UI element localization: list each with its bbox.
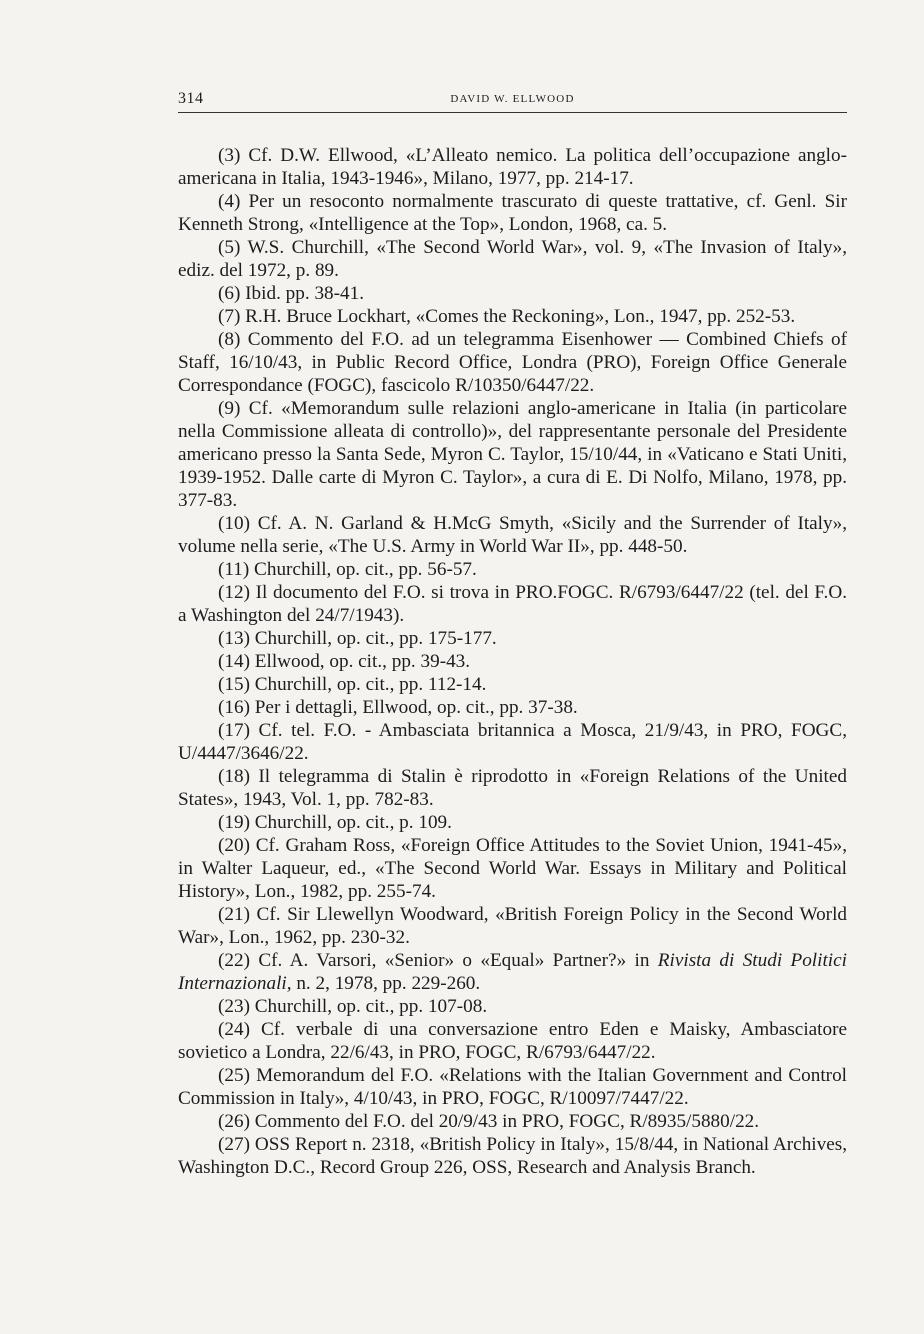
footnote: (16) Per i dettagli, Ellwood, op. cit., pp. 37-38. bbox=[218, 697, 578, 718]
page-header bbox=[178, 90, 847, 113]
footnote: (15) Churchill, op. cit., pp. 112-14. bbox=[218, 674, 487, 695]
footnote: (7) R.H. Bruce Lockhart, «Comes the Reckoning», Lon., 1947, pp. 252-53. bbox=[218, 306, 796, 327]
footnote: (4) Per un resoconto normalmente trascurato di queste trattative, cf. Genl. Sir Kenneth Strong, «Intelligence at the Top», London, 1968, ca. 5. bbox=[178, 191, 847, 235]
footnote: (8) Commento del F.O. ad un telegramma Eisenhower — Combined Chiefs of Staff, 16/10/43, in Public Record Office, Londra (PRO), Foreign Office Generale Correspondance (FOGC), fascicolo R/10350/6447/22. bbox=[178, 329, 847, 396]
footnote: (20) Cf. Graham Ross, «Foreign Office Attitudes to the Soviet Union, 1941-45», in Walter Laqueur, ed., «The Second World War. Essays in Military and Political History», Lon., 1982, pp. 255-74. bbox=[178, 835, 847, 902]
footnote: (6) Ibid. pp. 38-41. bbox=[218, 283, 365, 304]
footnotes-list bbox=[178, 144, 847, 1179]
footnote: (25) Memorandum del F.O. «Relations with the Italian Government and Control Commission in Italy», 4/10/43, in PRO, FOGC, R/10097/7447/22. bbox=[178, 1065, 847, 1109]
footnote: (19) Churchill, op. cit., p. 109. bbox=[218, 812, 452, 833]
footnote: (3) Cf. D.W. Ellwood, «L’Alleato nemico. La politica dell’occupazione anglo-americana in Italia, 1943-1946», Milano, 1977, pp. 214-17. bbox=[178, 145, 847, 189]
footnote: (24) Cf. verbale di una conversazione entro Eden e Maisky, Ambasciatore sovietico a Londra, 22/6/43, in PRO, FOGC, R/6793/6447/22. bbox=[178, 1019, 847, 1063]
footnote: (5) W.S. Churchill, «The Second World War», vol. 9, «The Invasion of Italy», ediz. del 1972, p. 89. bbox=[178, 237, 847, 281]
footnote: (17) Cf. tel. F.O. - Ambasciata britannica a Mosca, 21/9/43, in PRO, FOGC, U/4447/3646/22. bbox=[178, 720, 847, 764]
footnote: (22) Cf. A. Varsori, «Senior» o «Equal» Partner?» in Rivista di Studi Politici Internazionali, n. 2, 1978, pp. 229-260. bbox=[178, 950, 847, 994]
footnote: (11) Churchill, op. cit., pp. 56-57. bbox=[218, 559, 477, 580]
footnote: (18) Il telegramma di Stalin è riprodotto in «Foreign Relations of the United States», 1943, Vol. 1, pp. 782-83. bbox=[178, 766, 847, 810]
footnote: (12) Il documento del F.O. si trova in PRO.FOGC. R/6793/6447/22 (tel. del F.O. a Washington del 24/7/1943). bbox=[178, 582, 847, 626]
footnote: (13) Churchill, op. cit., pp. 175-177. bbox=[218, 628, 497, 649]
footnote: (21) Cf. Sir Llewellyn Woodward, «British Foreign Policy in the Second World War», Lon., 1962, pp. 230-32. bbox=[178, 904, 847, 948]
footnote: (10) Cf. A. N. Garland & H.McG Smyth, «Sicily and the Surrender of Italy», volume nella serie, «The U.S. Army in World War II», pp. 448-50. bbox=[178, 513, 847, 557]
page-number: 314 bbox=[178, 90, 204, 107]
footnote: (9) Cf. «Memorandum sulle relazioni anglo-americane in Italia (in particolare nella Commissione alleata di controllo)», del rappresentante personale del Presidente americano presso la Santa Sede, Myron C. Taylor, 15/10/44, in «Vaticano e Stati Uniti, 1939-1952. Dalle carte di Myron C. Taylor», a cura di E. Di Nolfo, Milano, 1978, pp. 377-83. bbox=[178, 398, 847, 511]
footnote: (26) Commento del F.O. del 20/9/43 in PRO, FOGC, R/8935/5880/22. bbox=[218, 1111, 760, 1132]
footnote: (27) OSS Report n. 2318, «British Policy in Italy», 15/8/44, in National Archives, Washington D.C., Record Group 226, OSS, Research and Analysis Branch. bbox=[178, 1134, 847, 1178]
footnote: (14) Ellwood, op. cit., pp. 39-43. bbox=[218, 651, 471, 672]
running-title: DAVID W. ELLWOOD bbox=[450, 93, 575, 105]
footnote: (23) Churchill, op. cit., pp. 107-08. bbox=[218, 996, 488, 1017]
